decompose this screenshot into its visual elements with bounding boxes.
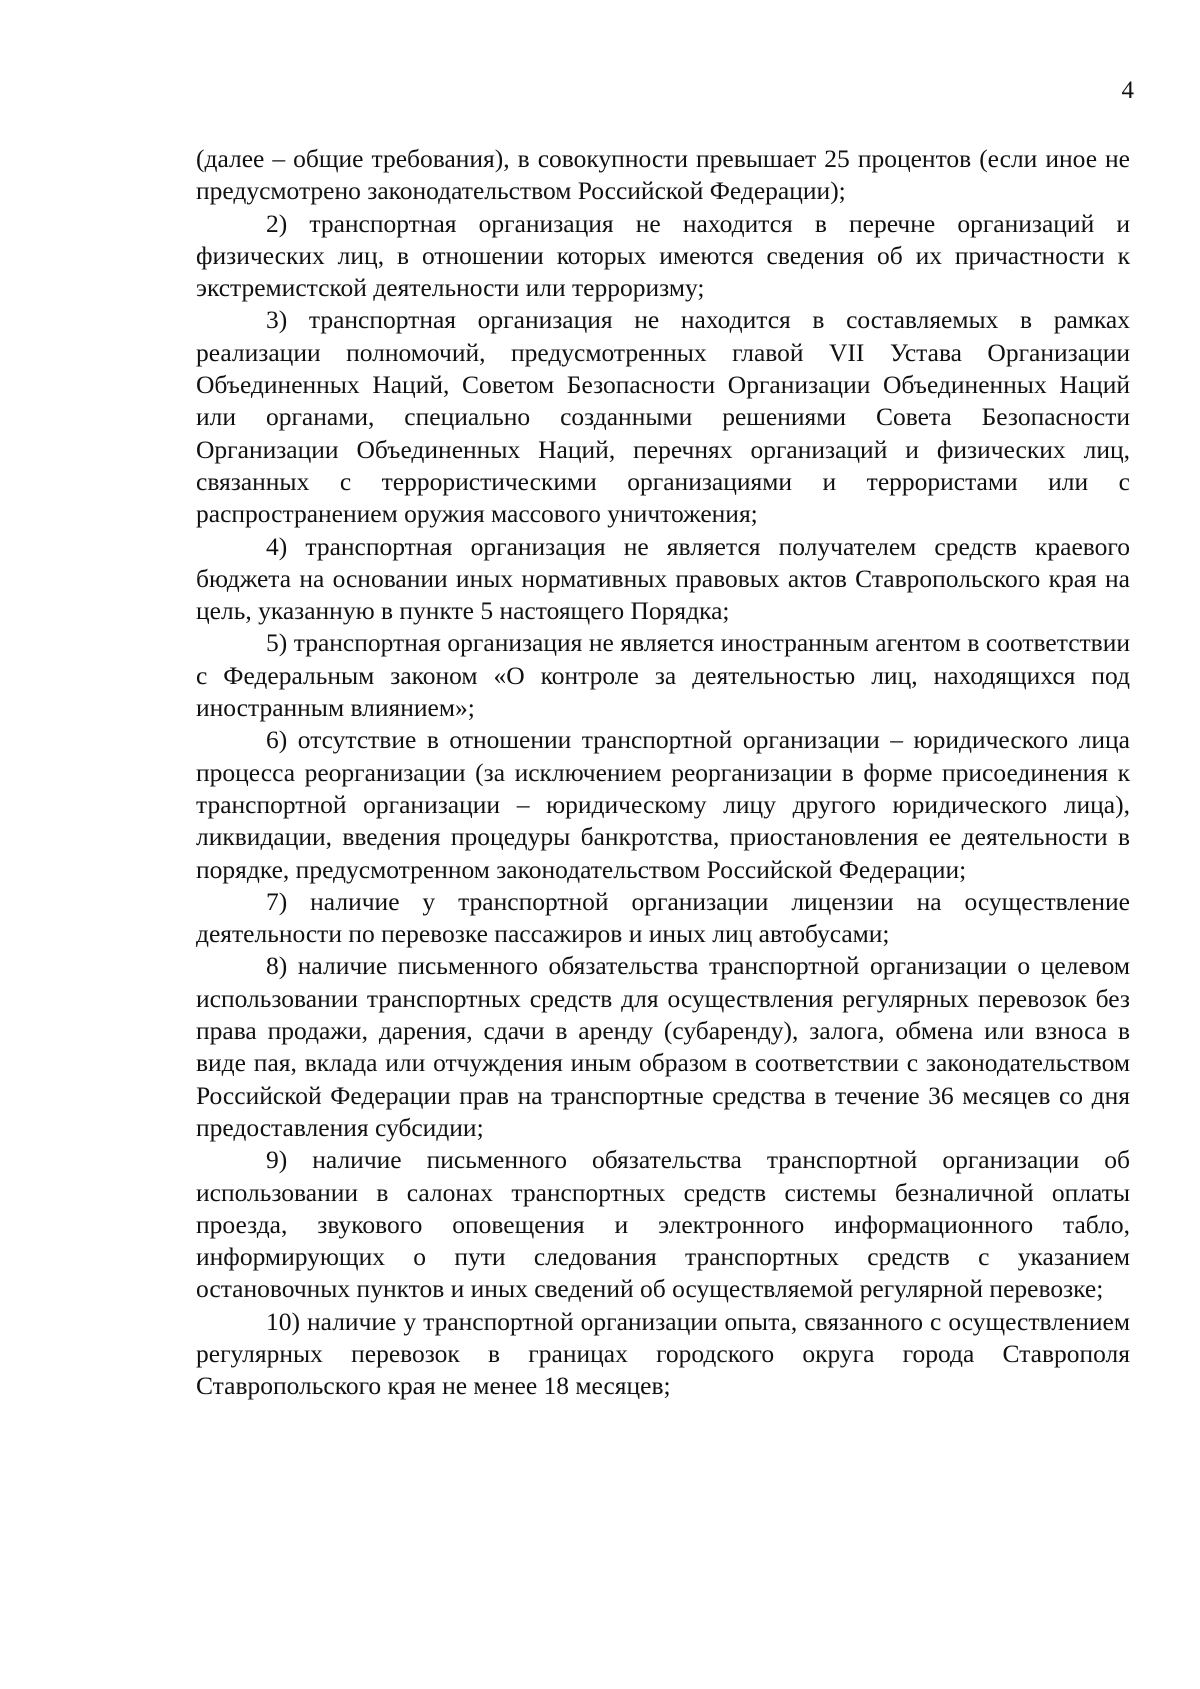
list-item-9: 9) наличие письменного обязательства транспортной организации об использовании в салонах транспортных средств системы безналичной оплаты проезда, звукового оповещения и электронного информационного табло, информирующих о пути следования транспортных средств с указанием остановочных пунктов и иных сведений об осуществляемой регулярной перевозке; xyxy=(196,1145,1130,1304)
paragraph-continuation: (далее – общие требования), в совокупности превышает 25 процентов (если иное не предусмотрено законодательством Российской Федерации); xyxy=(196,144,1130,206)
page-number: 4 xyxy=(1121,77,1134,104)
list-item-3: 3) транспортная организация не находится в составляемых в рамках реализации полномочий, предусмотренных главой VII Устава Организации Объединенных Наций, Советом Безопасности Организации Объединенных Наций или органами, специально созданными решениями Совета Безопасности Организации Объединенных Наций, перечнях организаций и физических лиц, связанных с террористическими организациями и террористами или с распространением оружия массового уничтожения; xyxy=(196,305,1130,529)
list-item-6: 6) отсутствие в отношении транспортной организации – юридического лица процесса реорганизации (за исключением реорганизации в форме присоединения к транспортной организации – юридическому лицу другого юридического лица), ликвидации, введения процедуры банкротства, приостановления ее деятельности в порядке, предусмотренном законодательством Российской Федерации; xyxy=(196,725,1130,884)
list-item-5: 5) транспортная организация не является иностранным агентом в соответствии с Федеральным законом «О контроле за деятельностью лиц, находящихся под иностранным влиянием»; xyxy=(196,628,1130,723)
list-item-8: 8) наличие письменного обязательства транспортной организации о целевом использовании транспортных средств для осуществления регулярных перевозок без права продажи, дарения, сдачи в аренду (субаренду), залога, обмена или взноса в виде пая, вклада или отчуждения иным образом в соответствии с законодательством Российской Федерации прав на транспортные средства в течение 36 месяцев со дня предоставления субсидии; xyxy=(196,951,1130,1142)
list-item-4: 4) транспортная организация не является получателем средств краевого бюджета на основании иных нормативных правовых актов Ставропольского края на цель, указанную в пункте 5 настоящего Порядка; xyxy=(196,531,1130,626)
list-item-2: 2) транспортная организация не находится в перечне организаций и физических лиц, в отношении которых имеются сведения об их причастности к экстремистской деятельности или терроризму; xyxy=(196,208,1130,303)
list-item-7: 7) наличие у транспортной организации лицензии на осуществление деятельности по перевозке пассажиров и иных лиц автобусами; xyxy=(196,886,1130,949)
list-item-10: 10) наличие у транспортной организации опыта, связанного с осуществлением регулярных перевозок в границах городского округа города Ставрополя Ставропольского края не менее 18 месяцев; xyxy=(196,1306,1130,1401)
document-body xyxy=(196,143,1130,1403)
